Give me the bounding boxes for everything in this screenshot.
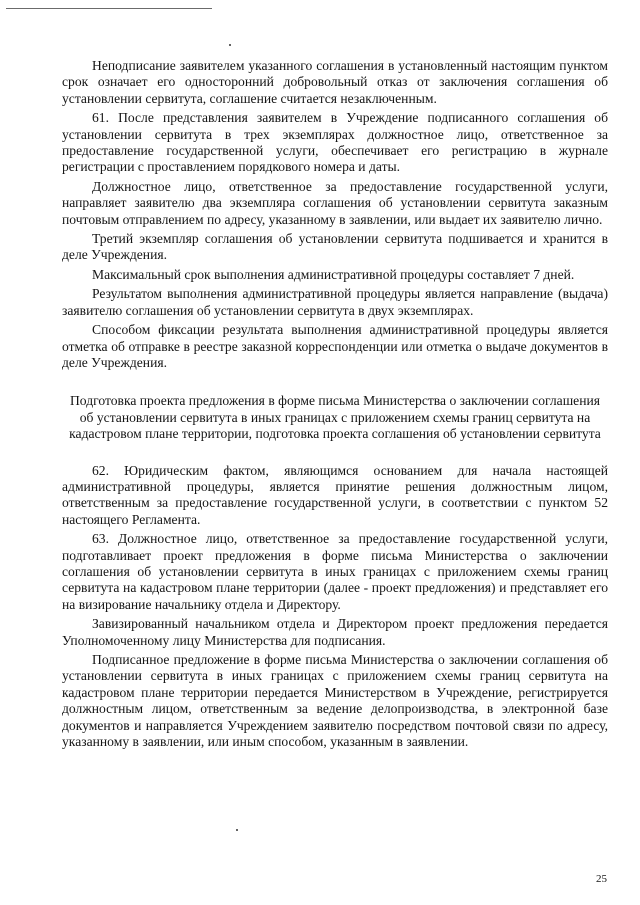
- paragraph: Неподписание заявителем указанного соглашения в установленный настоящим пунктом срок означает его односторонний добровольный отказ от заключения соглашения об установлении сервитута, соглашение считается незаключенным.: [62, 58, 608, 106]
- paragraph: 62. Юридическим фактом, являющимся основанием для начала настоящей административной процедуры, является принятие решения должностным лицом, ответственным за предоставление государственной услуги, в соответствии с пунктом 52 настоящего Регламента.: [62, 462, 608, 527]
- paragraph: Способом фиксации результата выполнения административной процедуры является отметка об отправке в реестре заказной корреспонденции или отметка о выдаче документов в деле Учреждения.: [62, 322, 608, 370]
- section-heading: Подготовка проекта предложения в форме письма Министерства о заключении соглашения об установлении сервитута в иных границах с приложением схемы границ сервитута на кадастровом плане территории, подготовка проекта соглашения об установлении сервитута: [69, 393, 601, 442]
- scan-speck: [236, 829, 238, 831]
- scan-speck: [229, 44, 231, 46]
- paragraph: 61. После представления заявителем в Учреждение подписанного соглашения об установлении сервитута в трех экземплярах должностное лицо, ответственное за предоставление государственной услуги, обеспечивает его регистрацию в журнале регистрации с проставлением порядкового номера и даты.: [62, 110, 608, 175]
- paragraph: Завизированный начальником отдела и Директором проект предложения передается Уполномоченному лицу Министерства для подписания.: [62, 616, 608, 648]
- top-rule: [6, 8, 212, 9]
- paragraph: Третий экземпляр соглашения об установлении сервитута подшивается и хранится в деле Учреждения.: [62, 231, 608, 263]
- page-number: 25: [596, 873, 607, 885]
- paragraph: Результатом выполнения административной процедуры является направление (выдача) заявителю соглашения об установлении сервитута в двух экземплярах.: [62, 286, 608, 318]
- document-body: [62, 58, 608, 753]
- paragraph: Максимальный срок выполнения административной процедуры составляет 7 дней.: [92, 266, 575, 282]
- paragraph: Подписанное предложение в форме письма Министерства о заключении соглашения об установлении сервитута в иных границах с приложением схемы границ сервитута на кадастровом плане территории передается Министерством в Учреждение, регистрируется должностным лицом, ответственным за ведение делопроизводства, в электронной базе документов и направляется Учреждением заявителю посредством почтовой связи по адресу, указанному в заявлении, или иным способом, указанным в заявлении.: [62, 652, 608, 750]
- paragraph: 63. Должностное лицо, ответственное за предоставление государственной услуги, подготавливает проект предложения в форме письма Министерства о заключении соглашения об установлении сервитута в иных границах с приложением схемы границ сервитута на кадастровом плане территории (далее - проект предложения) и представляет его на визирование начальнику отдела и Директору.: [62, 531, 608, 612]
- paragraph: Должностное лицо, ответственное за предоставление государственной услуги, направляет заявителю два экземпляра соглашения об установлении сервитута заказным почтовым отправлением по адресу, указанному в заявлении, или выдает их заявителю лично.: [62, 178, 608, 227]
